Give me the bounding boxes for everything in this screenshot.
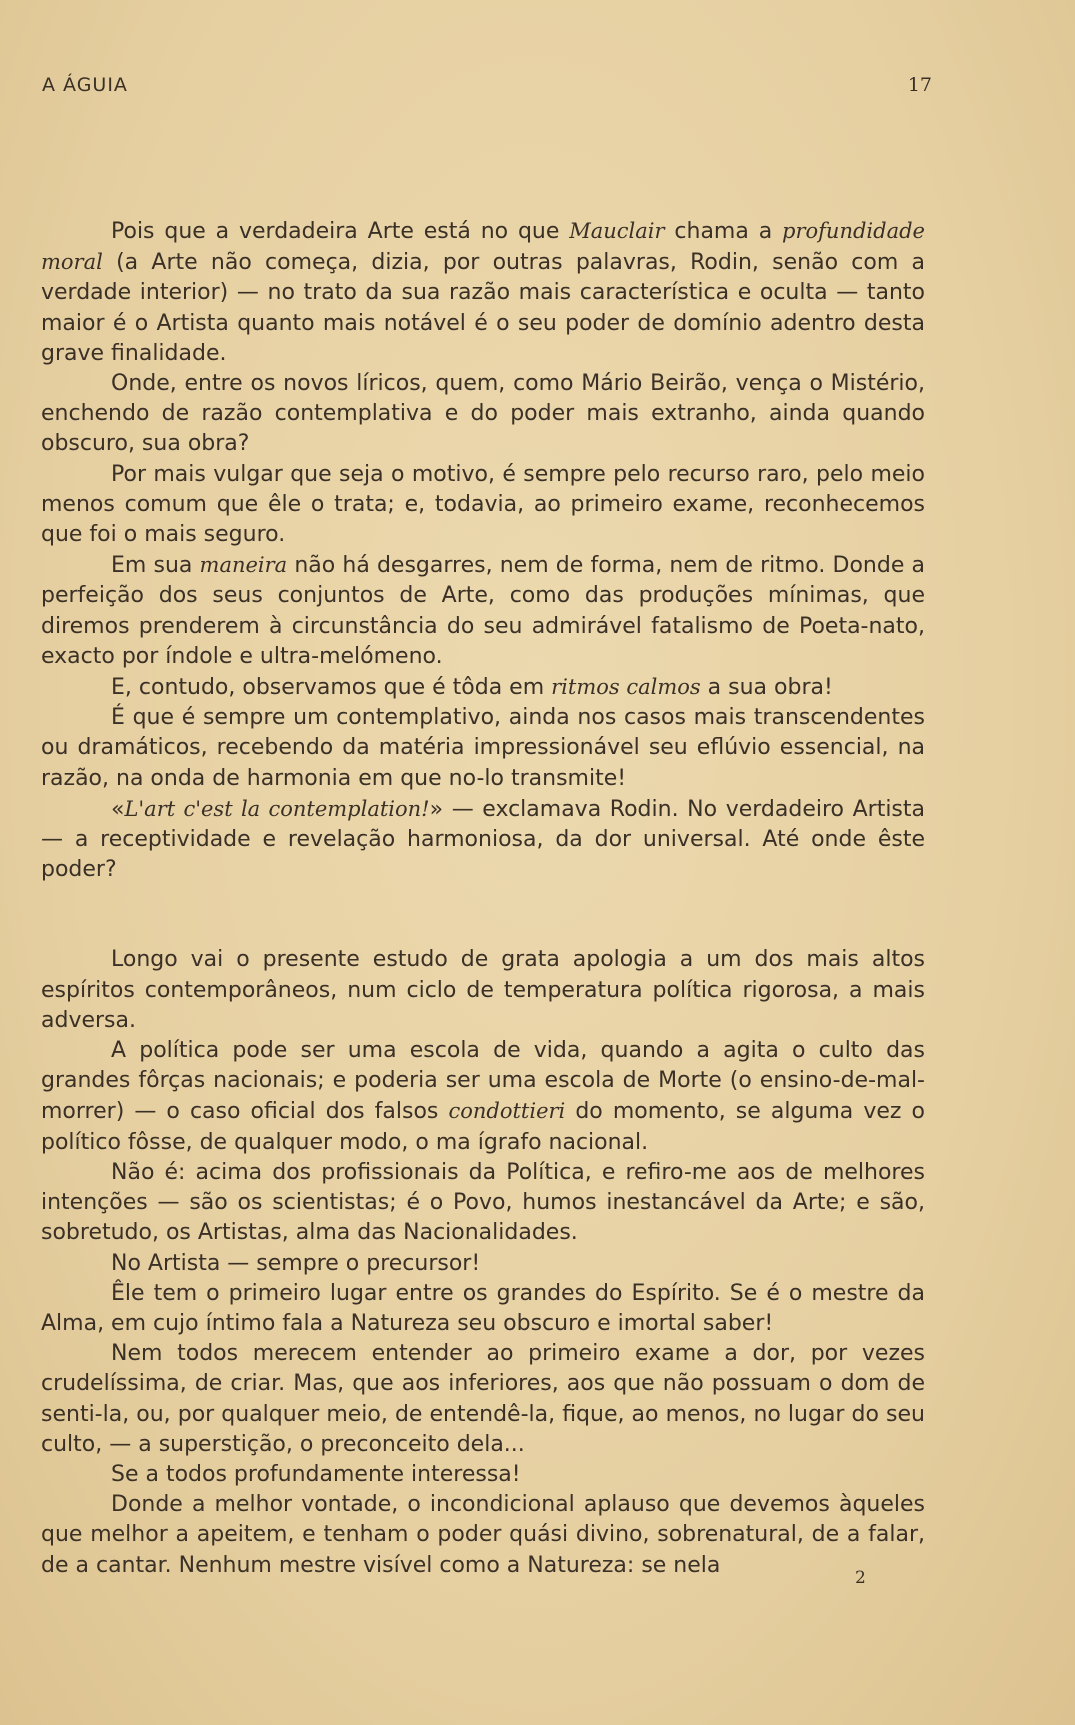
signature-mark: 2 [855, 1568, 866, 1588]
text-run: Onde, entre os novos líricos, quem, como Mário Beirão, vença o Mistério, enchendo de razão contemplativa e do poder mais extranho, ainda quando obscuro, sua obra? [41, 371, 925, 457]
italic-phrase: L'art c'est la contemplation! [124, 796, 430, 821]
text-run: (a Arte não começa, dizia, por outras palavras, Rodin, senão com a verdade interior) — no trato da sua razão mais característica e oculta — tanto maior é o Artista quanto mais notável é o seu poder de domínio adentro desta grave finalidade. [41, 250, 925, 366]
text-run: Em sua [111, 553, 200, 579]
text-run: A política pode ser uma escola de vida, quando a agita o culto das grandes fôrças nacionais; e poderia ser uma escola de Morte (o ensino-de-mal-morrer) — o caso oficial dos falsos [41, 1038, 925, 1125]
journal-title: A ÁGUIA [42, 74, 128, 96]
text-run: chama a [664, 219, 783, 244]
paragraph [41, 460, 925, 551]
text-run: Êle tem o primeiro lugar entre os grandes do Espírito. Se é o mestre da Alma, em cujo íntimo fala a Natureza seu obscuro e imortal saber! [41, 1280, 925, 1336]
text-run: E, contudo, observamos que é tôda em [111, 675, 552, 701]
text-run: Nem todos merecem entender ao primeiro exame a dor, por vezes crudelíssima, de criar. Mas, que aos inferiores, aos que não possuam o dom de senti-la, ou, por qualquer meio, de entendê-la, fique, ao menos, no lugar do seu culto, — a superstição, o preconceito dela... [41, 1341, 925, 1457]
text-run: » — exclamava Rodin. No verdadeiro Artista — a receptividade e revelação harmoniosa, da dor universal. Até onde êste poder? [41, 796, 925, 883]
text-run: Por mais vulgar que seja o motivo, é sempre pelo recurso raro, pelo meio menos comum que êle o trata; e, todavia, ao primeiro exame, reconhecemos que foi o mais seguro. [41, 461, 925, 548]
italic-phrase: maneira [199, 553, 288, 578]
paragraph [41, 1339, 925, 1460]
paragraph [41, 1279, 925, 1339]
body-text [41, 216, 925, 1581]
paragraph [41, 1249, 925, 1279]
text-run: não há desgarres, nem de forma, nem de ritmo. Donde a perfeição dos seus conjuntos de Arte, como das produções mínimas, que diremos prenderem à circunstância do seu admirável fatalismo de Poeta-nato, exacto por índole e ultra-melómeno. [41, 553, 925, 669]
italic-phrase: Mauclair [569, 219, 665, 243]
paragraph [41, 1490, 925, 1581]
text-run: É que é sempre um contemplativo, ainda nos casos mais transcendentes ou dramáticos, recebendo da matéria impressionável seu eflúvio essencial, na razão, na onda de harmonia em que no-lo transmite! [41, 705, 925, 791]
paragraph [41, 216, 925, 369]
text-run: do momento, se alguma vez o político fôsse, de qualquer modo, o ma ígrafo nacional. [41, 1099, 925, 1155]
text-run: Pois que a verdadeira Arte está no que [111, 219, 570, 244]
paragraph [41, 703, 925, 794]
paragraph [41, 1036, 925, 1158]
text-run: No Artista — sempre o precursor! [111, 1250, 481, 1276]
page-number: 17 [907, 74, 932, 96]
text-run: « [111, 796, 125, 822]
paragraph [41, 672, 925, 703]
text-run: Donde a melhor vontade, o incondicional aplauso que devemos àqueles que melhor a apeitem, e tenham o poder quási divino, sobrenatural, de a falar, de a cantar. Nenhum mestre visível como a Natureza: se nela [41, 1492, 925, 1578]
paragraph [41, 945, 925, 1036]
text-run: Longo vai o presente estudo de grata apologia a um dos mais altos espíritos contemporâneos, num ciclo de temperatura política rigorosa, a mais adversa. [41, 947, 925, 1033]
paragraph [41, 550, 925, 672]
text-run: a sua obra! [700, 675, 833, 701]
paragraph [41, 794, 925, 886]
italic-phrase: condottieri [448, 1099, 566, 1124]
italic-phrase: profundidade moral [41, 219, 925, 275]
italic-phrase: ritmos calmos [551, 675, 701, 700]
paragraph [41, 1460, 925, 1490]
text-run: Não é: acima dos profissionais da Política, e refiro-me aos de melhores intenções — são os scientistas; é o Povo, humos inestancável da Arte; e são, sobretudo, os Artistas, alma das Nacionalidades. [41, 1159, 925, 1246]
paragraph [41, 1158, 925, 1249]
text-run: Se a todos profundamente interessa! [111, 1461, 521, 1487]
running-header [42, 74, 932, 104]
paragraph [41, 369, 925, 460]
